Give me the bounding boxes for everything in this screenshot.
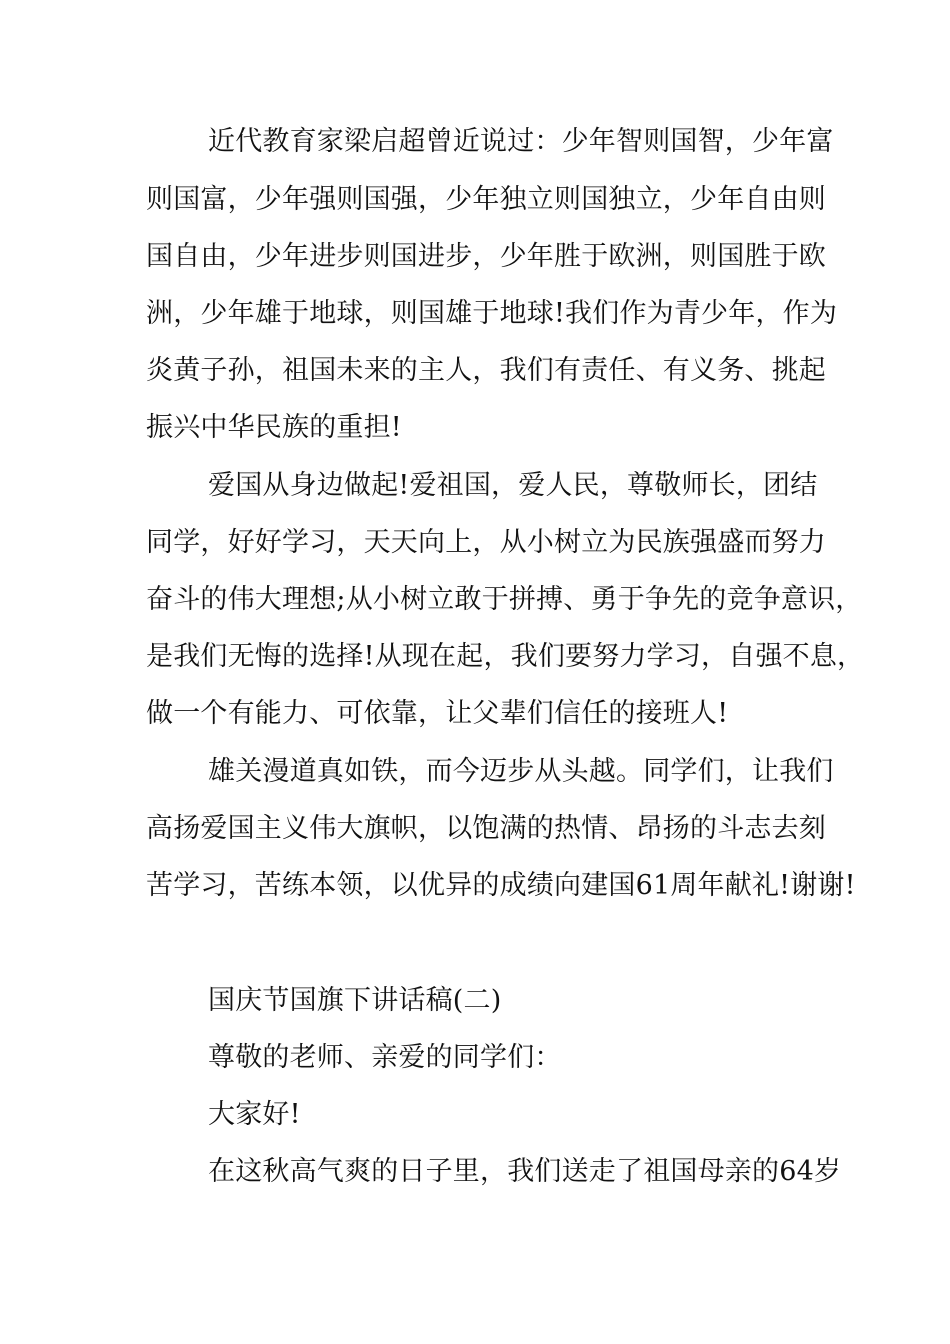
section-heading: 国庆节国旗下讲话稿(二) <box>208 985 502 1016</box>
greeting: 大家好! <box>208 1099 301 1130</box>
text-line: 洲，少年雄于地球，则国雄于地球!我们作为青少年，作为 <box>146 298 838 329</box>
text-line: 同学，好好学习，天天向上，从小树立为民族强盛而努力 <box>146 527 826 558</box>
text-line: 高扬爱国主义伟大旗帜，以饱满的热情、昂扬的斗志去刻 <box>146 813 826 844</box>
text-line: 苦学习，苦练本领，以优异的成绩向建国61周年献礼!谢谢! <box>146 870 856 901</box>
text-line: 则国富，少年强则国强，少年独立则国独立，少年自由则 <box>146 184 826 215</box>
text-line: 是我们无悔的选择!从现在起，我们要努力学习，自强不息， <box>146 641 865 672</box>
text-line: 爱国从身边做起!爱祖国，爱人民，尊敬师长，团结 <box>208 470 818 501</box>
text-line: 雄关漫道真如铁，而今迈步从头越。同学们，让我们 <box>208 756 834 787</box>
text-line: 近代教育家梁启超曾近说过：少年智则国智，少年富 <box>208 126 834 157</box>
text-line: 国自由，少年进步则国进步，少年胜于欧洲，则国胜于欧 <box>146 241 826 272</box>
text-line: 炎黄子孙，祖国未来的主人，我们有责任、有义务、挑起 <box>146 355 826 386</box>
salutation: 尊敬的老师、亲爱的同学们： <box>208 1042 562 1073</box>
text-line: 奋斗的伟大理想;从小树立敢于拼搏、勇于争先的竞争意识， <box>146 584 863 615</box>
text-line: 在这秋高气爽的日子里，我们送走了祖国母亲的64岁 <box>208 1156 842 1187</box>
text-line: 振兴中华民族的重担! <box>146 412 402 443</box>
text-line: 做一个有能力、可依靠，让父辈们信任的接班人! <box>146 698 729 729</box>
